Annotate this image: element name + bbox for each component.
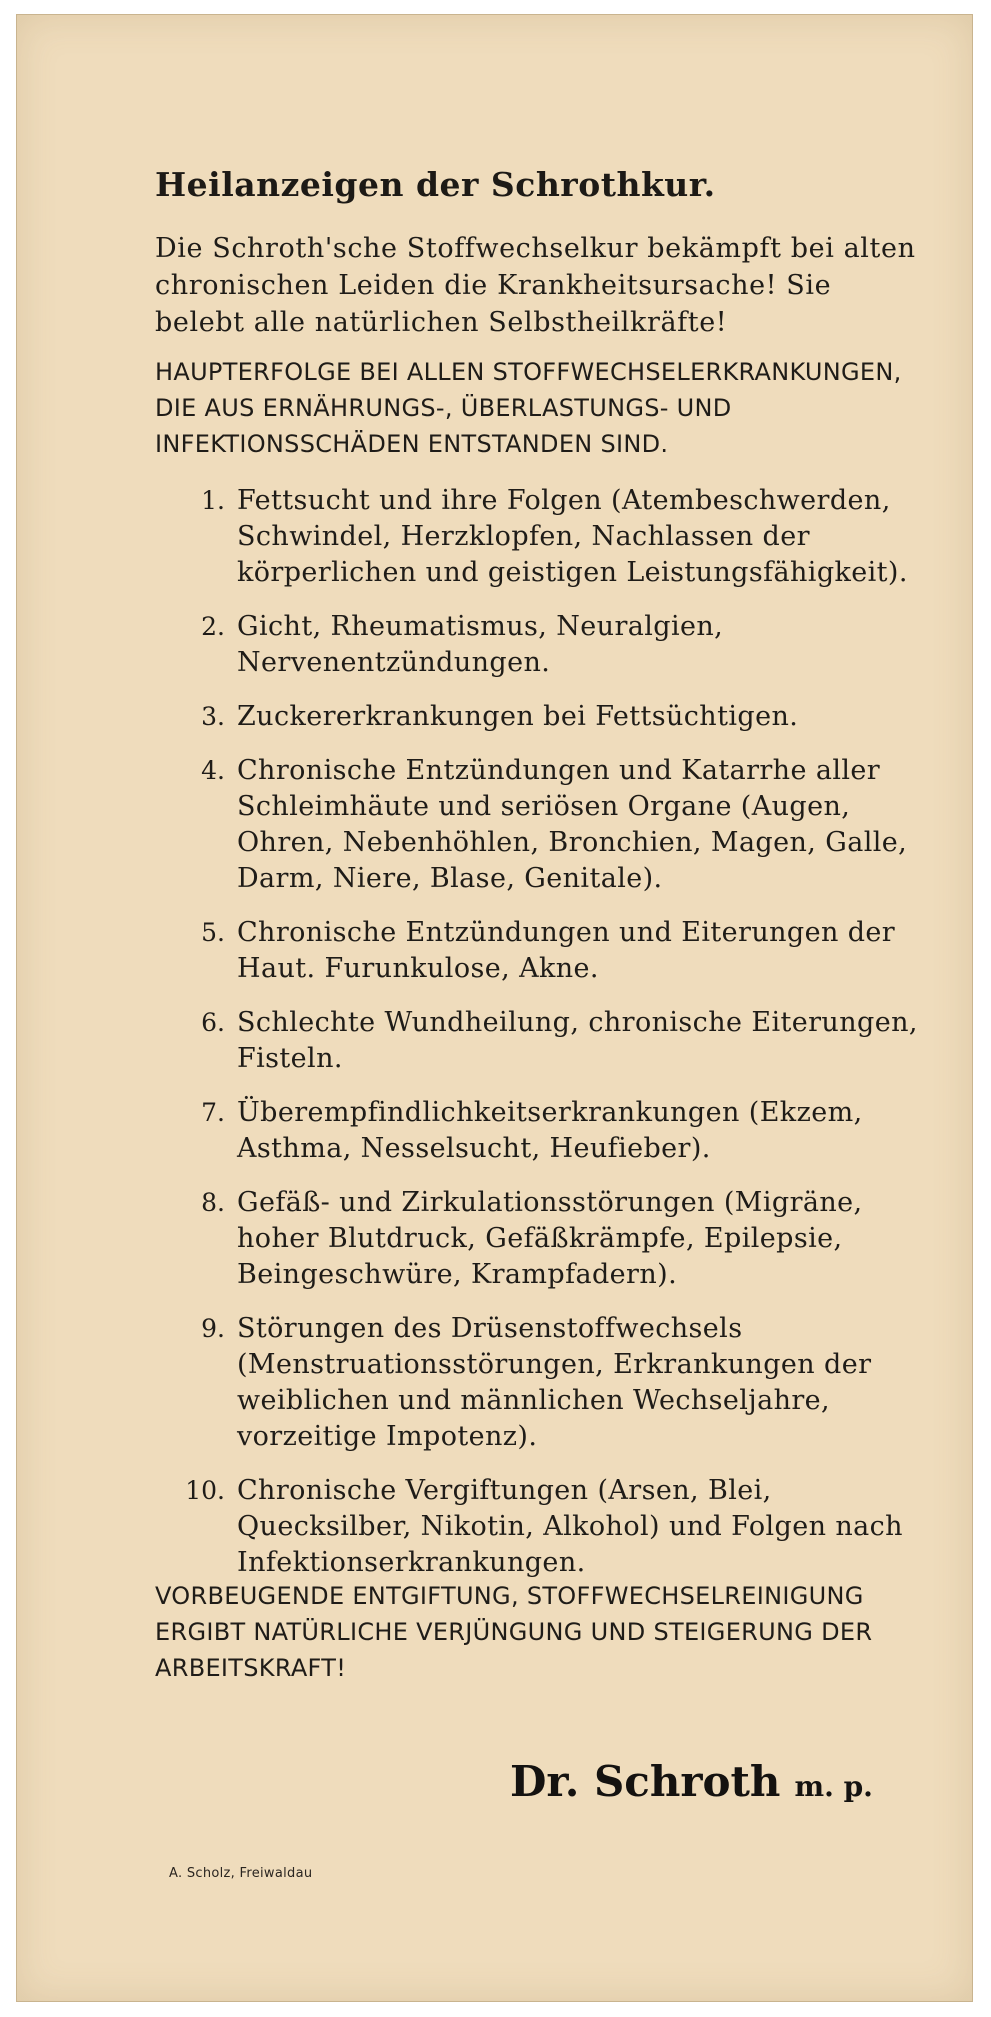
printer-imprint: A. Scholz, Freiwaldau — [169, 1866, 313, 1881]
list-item-number: 8. — [201, 1188, 225, 1217]
list-item-number: 5. — [201, 918, 225, 947]
indications-list — [177, 483, 937, 1599]
list-item-number: 10. — [185, 1476, 225, 1505]
list-item-text: Schlechte Wundheilung, chronische Eiterungen, Fisteln. — [237, 1007, 918, 1074]
list-item — [177, 1311, 937, 1455]
list-item — [177, 753, 937, 897]
signature — [510, 1757, 873, 1806]
list-item — [177, 483, 937, 591]
list-item — [177, 1095, 937, 1167]
headline-caps: HAUPTERFOLGE BEI ALLEN STOFFWECHSELERKRANKUNGEN, DIE AUS ERNÄHRUNGS-, ÜBERLASTUNGS- UND INFEKTIONSSCHÄDEN ENTSTANDEN SIND. — [155, 358, 902, 458]
list-item-number: 2. — [201, 612, 225, 641]
list-item-text: Fettsucht und ihre Folgen (Atembeschwerden, Schwindel, Herzklopfen, Nachlassen der körperlichen und geistigen Leistungsfähigkeit). — [237, 485, 908, 588]
list-item-number: 1. — [201, 486, 225, 515]
list-item-number: 3. — [201, 702, 225, 731]
closing-caps: VORBEUGENDE ENTGIFTUNG, STOFFWECHSELREINIGUNG ERGIBT NATÜRLICHE VERJÜNGUNG UND STEIGERUNG DER ARBEITSKRAFT! — [155, 1582, 873, 1682]
document-sheet — [16, 14, 973, 2002]
list-item — [177, 699, 937, 735]
list-item-text: Gefäß- und Zirkulationsstörungen (Migräne, hoher Blutdruck, Gefäßkrämpfe, Epilepsie, Beingeschwüre, Krampfadern). — [237, 1187, 863, 1290]
list-item — [177, 609, 937, 681]
list-item-text: Überempfindlichkeitserkrankungen (Ekzem, Asthma, Nesselsucht, Heufieber). — [237, 1097, 863, 1164]
list-item-text: Zuckererkrankungen bei Fettsüchtigen. — [237, 701, 799, 732]
list-item-number: 4. — [201, 756, 225, 785]
list-item-number: 7. — [201, 1098, 225, 1127]
list-item-text: Chronische Vergiftungen (Arsen, Blei, Quecksilber, Nikotin, Alkohol) und Folgen nach Infektionserkrankungen. — [237, 1475, 903, 1578]
document-title: Heilanzeigen der Schrothkur. — [155, 165, 716, 204]
list-item — [177, 915, 937, 987]
list-item-text: Chronische Entzündungen und Katarrhe aller Schleimhäute und seriösen Organe (Augen, Ohren, Nebenhöhlen, Bronchien, Magen, Galle, Darm, Niere, Blase, Genitale). — [237, 755, 908, 894]
list-item — [177, 1185, 937, 1293]
list-item-text: Störungen des Drüsenstoffwechsels (Menstruationsstörungen, Erkrankungen der weiblichen und männlichen Wechseljahre, vorzeitige Impotenz). — [237, 1313, 872, 1452]
list-item-text: Gicht, Rheumatismus, Neuralgien, Nervenentzündungen. — [237, 611, 724, 678]
signature-suffix: m. p. — [794, 1770, 873, 1803]
intro-paragraph: Die Schroth'sche Stoffwechselkur bekämpft bei alten chronischen Leiden die Krankheitsursache! Sie belebt alle natürlichen Selbstheilkräfte! — [155, 233, 916, 338]
list-item-number: 6. — [201, 1008, 225, 1037]
list-item — [177, 1005, 937, 1077]
list-item-text: Chronische Entzündungen und Eiterungen der Haut. Furunkulose, Akne. — [237, 917, 896, 984]
signature-name: Dr. Schroth — [510, 1757, 781, 1806]
list-item-number: 9. — [201, 1314, 225, 1343]
list-item — [177, 1473, 937, 1581]
